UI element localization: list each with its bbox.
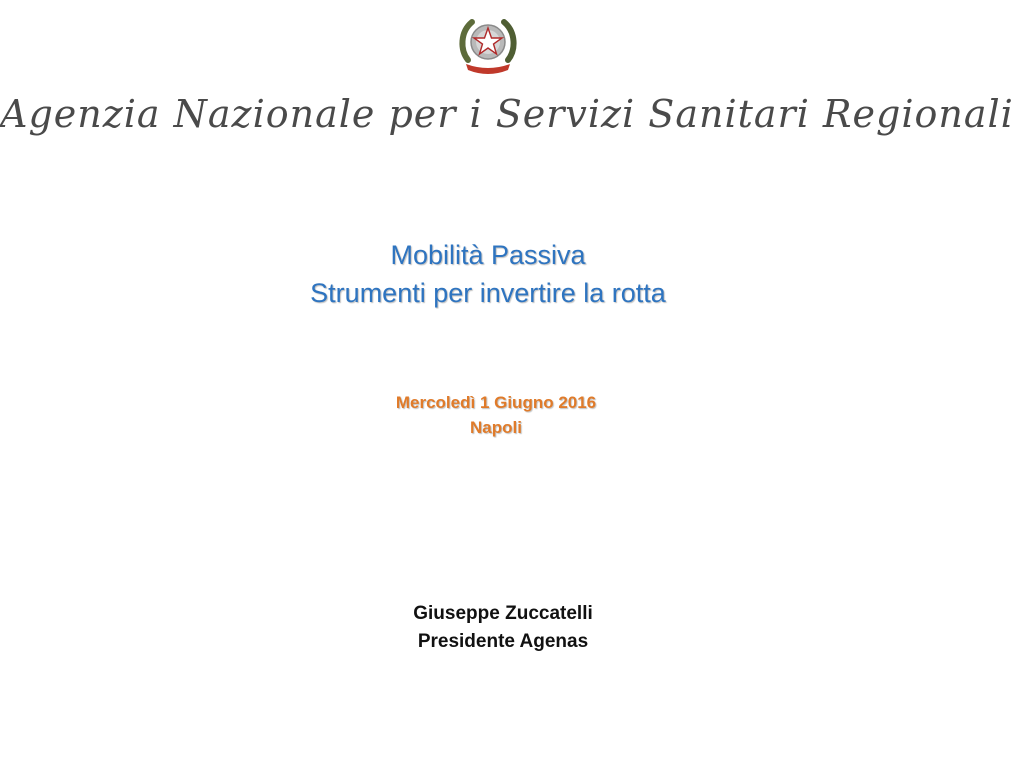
presentation-title [0,236,976,312]
agency-name-logotype: Agenzia Nazionale per i Servizi Sanitari Regionali [0,92,1014,136]
title-line-1: Mobilità Passiva [390,240,586,270]
italian-republic-emblem-icon [458,12,518,76]
presenter-info [0,600,1006,656]
event-date: Mercoledì 1 Giugno 2016 [395,393,597,412]
presenter-name: Giuseppe Zuccatelli [413,603,593,624]
event-info [0,390,992,440]
presenter-role: Presidente Agenas [417,631,589,652]
title-line-2: Strumenti per invertire la rotta [310,278,666,308]
event-place: Napoli [470,418,522,437]
